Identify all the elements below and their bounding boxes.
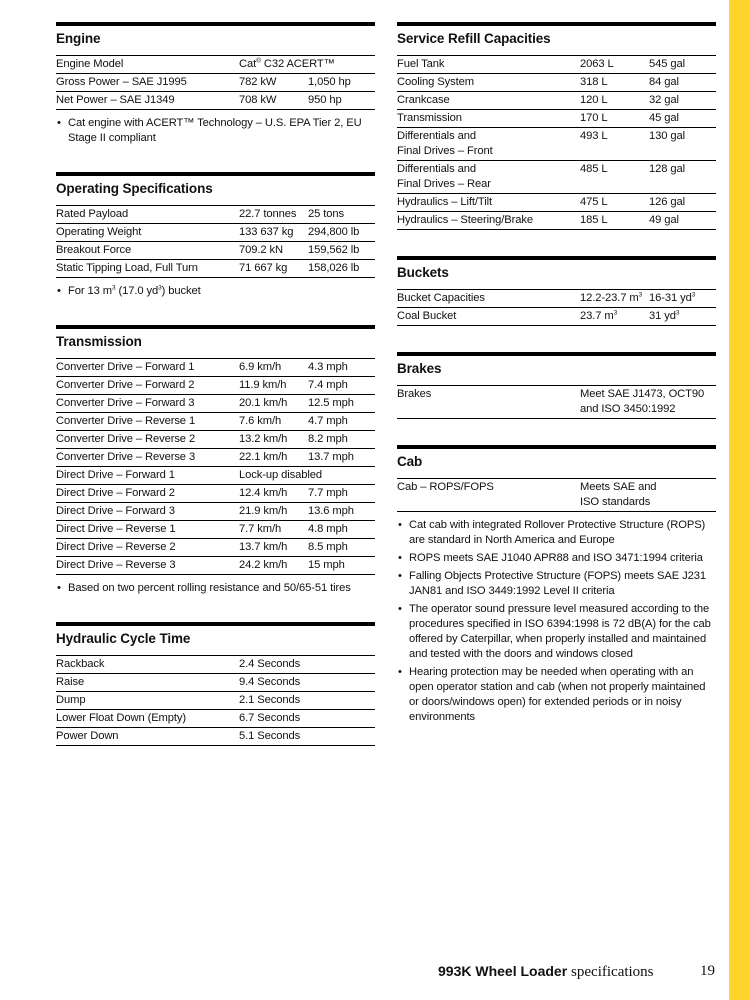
spec-label: [397, 129, 580, 159]
spec-value-imperial: 13.6 mph: [308, 505, 354, 517]
value-text: 23.7 m: [580, 310, 614, 322]
table-row: [56, 557, 375, 575]
bullet-icon: •: [398, 570, 402, 582]
table-row: [56, 395, 375, 413]
buckets-section: [397, 256, 716, 326]
section-rule: [397, 445, 716, 449]
list-item: [56, 116, 375, 146]
section-rule: [56, 325, 375, 329]
spec-value-metric: 708 kW: [239, 94, 277, 106]
spec-value-imperial: 45 gal: [649, 112, 679, 124]
table-row: [397, 161, 716, 194]
table-row: [56, 74, 375, 92]
label-line: Final Drives – Rear: [397, 178, 491, 190]
table-row: [56, 359, 375, 377]
spec-value-imperial: 13.7 mph: [308, 451, 354, 463]
section-rule: [397, 256, 716, 260]
section-title: Brakes: [397, 361, 442, 376]
table-row: [56, 521, 375, 539]
buckets-table: [397, 289, 716, 326]
value-text: C32 ACERT™: [260, 58, 335, 70]
table-row: [397, 74, 716, 92]
transmission-notes: [56, 581, 375, 596]
spec-value-imperial: 49 gal: [649, 214, 679, 226]
spec-value-imperial: 25 tons: [308, 208, 344, 220]
label-line: Differentials and: [397, 130, 476, 142]
spec-value-metric: [580, 291, 649, 306]
spec-value: [580, 480, 716, 510]
footer-title: [438, 963, 654, 981]
spec-label: Transmission: [397, 112, 462, 124]
spec-label: Fuel Tank: [397, 58, 445, 70]
superscript: 3: [638, 291, 643, 299]
value-text: 31 yd: [649, 310, 676, 322]
spec-value-metric: 2.1 Seconds: [239, 694, 301, 706]
table-row: [397, 479, 716, 512]
value-text: 12.2-23.7 m: [580, 292, 639, 304]
superscript: 3: [111, 284, 116, 292]
note-text: (17.0 yd: [115, 285, 159, 297]
spec-label: Gross Power – SAE J1995: [56, 76, 187, 88]
table-row: [56, 539, 375, 557]
operating-notes: [56, 284, 375, 299]
spec-value-imperial: 1,050 hp: [308, 76, 351, 88]
spec-value-metric: 9.4 Seconds: [239, 676, 301, 688]
spec-value-metric: 493 L: [580, 130, 608, 142]
table-row: [397, 290, 716, 308]
brakes-table: [397, 385, 716, 419]
spec-label: Lower Float Down (Empty): [56, 712, 187, 724]
spec-label: Converter Drive – Forward 2: [56, 379, 195, 391]
spec-value-metric: 120 L: [580, 94, 608, 106]
table-row: [397, 194, 716, 212]
table-row: [56, 431, 375, 449]
spec-label: Hydraulics – Steering/Brake: [397, 214, 533, 226]
spec-value: [239, 57, 375, 72]
spec-value-imperial: 7.7 mph: [308, 487, 348, 499]
spec-value-metric: 13.2 km/h: [239, 433, 288, 445]
hydraulic-table: [56, 655, 375, 746]
table-row: [56, 467, 375, 485]
spec-value-imperial: 32 gal: [649, 94, 679, 106]
section-title: Service Refill Capacities: [397, 31, 551, 46]
transmission-section: [56, 325, 375, 596]
table-row: [56, 710, 375, 728]
footer-word: specifications: [571, 964, 654, 980]
spec-value-metric: 6.7 Seconds: [239, 712, 301, 724]
spec-label: Converter Drive – Forward 3: [56, 397, 195, 409]
table-row: [56, 674, 375, 692]
spec-value-imperial: 12.5 mph: [308, 397, 354, 409]
section-title: Buckets: [397, 265, 449, 280]
label-line: Final Drives – Front: [397, 145, 493, 157]
service-section: [397, 22, 716, 230]
note-text: Cat cab with integrated Rollover Protective Structure (ROPS) are standard in North America and Europe: [409, 519, 706, 546]
table-row: [397, 56, 716, 74]
spec-value-metric: 21.9 km/h: [239, 505, 288, 517]
spec-value-imperial: 84 gal: [649, 76, 679, 88]
list-item: [397, 569, 716, 599]
page-number: 19: [700, 963, 715, 979]
spec-value-metric: 2063 L: [580, 58, 614, 70]
list-item: [56, 284, 375, 299]
brakes-section: [397, 352, 716, 419]
spec-label: Direct Drive – Forward 2: [56, 487, 175, 499]
table-row: [56, 503, 375, 521]
spec-value-imperial: 950 hp: [308, 94, 342, 106]
spec-label: Converter Drive – Reverse 2: [56, 433, 196, 445]
spec-value-metric: 7.6 km/h: [239, 415, 282, 427]
spec-value-metric: 12.4 km/h: [239, 487, 288, 499]
section-rule: [397, 352, 716, 356]
spec-value-imperial: 126 gal: [649, 196, 686, 208]
table-row: [56, 56, 375, 74]
spec-value-imperial: 4.3 mph: [308, 361, 348, 373]
superscript: 3: [613, 309, 618, 317]
table-row: [56, 692, 375, 710]
table-row: [56, 377, 375, 395]
section-title: Operating Specifications: [56, 181, 213, 196]
spec-value-imperial: 130 gal: [649, 130, 686, 142]
table-row: [397, 386, 716, 419]
spec-label: Rackback: [56, 658, 105, 670]
bullet-icon: •: [398, 603, 402, 615]
spec-label: Breakout Force: [56, 244, 132, 256]
spec-label: Bucket Capacities: [397, 292, 485, 304]
spec-value: [580, 387, 716, 417]
table-row: [397, 308, 716, 326]
spec-value-metric: 5.1 Seconds: [239, 730, 301, 742]
spec-label: Brakes: [397, 388, 432, 400]
superscript: ®: [256, 57, 261, 65]
spec-value-imperial: 158,026 lb: [308, 262, 360, 274]
table-row: [56, 260, 375, 278]
section-title: Cab: [397, 454, 423, 469]
spec-value-metric: Lock-up disabled: [239, 469, 322, 481]
engine-notes: [56, 116, 375, 146]
value-text: Meet SAE J1473, OCT90: [580, 388, 705, 400]
spec-value-imperial: 4.7 mph: [308, 415, 348, 427]
spec-value-imperial: [649, 291, 716, 306]
right-column: [397, 22, 716, 751]
spec-label: Cab – ROPS/FOPS: [397, 481, 494, 493]
note-text: ) bucket: [161, 285, 201, 297]
spec-value-imperial: 7.4 mph: [308, 379, 348, 391]
spec-label: Dump: [56, 694, 86, 706]
section-title: Hydraulic Cycle Time: [56, 631, 191, 646]
spec-label: Rated Payload: [56, 208, 129, 220]
bullet-icon: •: [57, 117, 61, 129]
transmission-table: [56, 358, 375, 575]
spec-value-metric: 185 L: [580, 214, 608, 226]
spec-value-metric: 133 637 kg: [239, 226, 294, 238]
spec-value-metric: 782 kW: [239, 76, 277, 88]
spec-value-metric: 71 667 kg: [239, 262, 288, 274]
note-text: Falling Objects Protective Structure (FOPS) meets SAE J231 JAN81 and ISO 3449:1992 Level II criteria: [409, 570, 706, 597]
spec-label: Crankcase: [397, 94, 450, 106]
bullet-icon: •: [57, 582, 61, 594]
spec-label: Converter Drive – Reverse 3: [56, 451, 196, 463]
spec-value-metric: 6.9 km/h: [239, 361, 282, 373]
spec-label: Converter Drive – Forward 1: [56, 361, 195, 373]
spec-label: [397, 162, 580, 192]
spec-value-metric: 485 L: [580, 163, 608, 175]
section-rule: [56, 22, 375, 26]
spec-label: Direct Drive – Forward 3: [56, 505, 175, 517]
spec-value-imperial: 8.5 mph: [308, 541, 348, 553]
table-row: [56, 224, 375, 242]
spec-label: Raise: [56, 676, 85, 688]
note-text: ROPS meets SAE J1040 APR88 and ISO 3471:1994 criteria: [409, 552, 703, 564]
spec-label: Direct Drive – Reverse 1: [56, 523, 176, 535]
accent-stripe: [729, 0, 750, 1000]
note-text: For 13 m: [68, 285, 112, 297]
left-column: [56, 22, 375, 772]
spec-label: Static Tipping Load, Full Turn: [56, 262, 198, 274]
cab-notes: [397, 518, 716, 725]
spec-value-metric: 709.2 kN: [239, 244, 283, 256]
spec-label: Cooling System: [397, 76, 474, 88]
spec-label: Converter Drive – Reverse 1: [56, 415, 196, 427]
table-row: [56, 728, 375, 746]
spec-value-metric: 11.9 km/h: [239, 379, 287, 391]
spec-value-metric: 22.7 tonnes: [239, 208, 297, 220]
spec-value-metric: 475 L: [580, 196, 608, 208]
cab-section: [397, 445, 716, 725]
table-row: [56, 656, 375, 674]
spec-label: Hydraulics – Lift/Tilt: [397, 196, 492, 208]
spec-value-metric: 24.2 km/h: [239, 559, 288, 571]
spec-value-metric: 13.7 km/h: [239, 541, 288, 553]
bullet-icon: •: [57, 285, 61, 297]
list-item: [56, 581, 375, 596]
note-text: Based on two percent rolling resistance and 50/65-51 tires: [68, 582, 351, 594]
value-text: and ISO 3450:1992: [580, 403, 676, 415]
spec-label: Direct Drive – Forward 1: [56, 469, 175, 481]
spec-value-metric: [580, 309, 649, 324]
spec-label: Direct Drive – Reverse 3: [56, 559, 176, 571]
footer-model: 993K Wheel Loader: [438, 963, 568, 979]
table-row: [56, 92, 375, 110]
superscript: 3: [158, 284, 162, 292]
spec-value-imperial: 128 gal: [649, 163, 686, 175]
table-row: [56, 242, 375, 260]
table-row: [397, 92, 716, 110]
operating-section: [56, 172, 375, 299]
spec-value-imperial: 159,562 lb: [308, 244, 360, 256]
spec-value-imperial: 294,800 lb: [308, 226, 360, 238]
spec-value-imperial: 4.8 mph: [308, 523, 348, 535]
spec-value-metric: 7.7 km/h: [239, 523, 282, 535]
section-rule: [56, 622, 375, 626]
table-row: [56, 485, 375, 503]
spec-value-metric: 2.4 Seconds: [239, 658, 301, 670]
note-text: The operator sound pressure level measured according to the procedures specified in ISO 6394:1998 is 72 dB(A) for the cab offered by Caterpillar, when properly installed and maintained and tested with the doors and windows closed: [409, 603, 711, 660]
spec-value-imperial: 545 gal: [649, 58, 686, 70]
spec-label: Direct Drive – Reverse 2: [56, 541, 176, 553]
note-text: Hearing protection may be needed when operating with an open operator station and cab (when not properly maintained or doors/windows open) for extended periods or in noisy environments: [409, 666, 706, 723]
list-item: [397, 551, 716, 566]
section-title: Engine: [56, 31, 101, 46]
spec-label: Power Down: [56, 730, 119, 742]
table-row: [397, 128, 716, 161]
spec-value-metric: 318 L: [580, 76, 608, 88]
table-row: [397, 212, 716, 230]
bullet-icon: •: [398, 552, 402, 564]
section-rule: [397, 22, 716, 26]
list-item: [397, 665, 716, 725]
value-text: ISO standards: [580, 496, 651, 508]
bullet-icon: •: [398, 666, 402, 678]
service-table: [397, 55, 716, 230]
engine-table: [56, 55, 375, 110]
table-row: [56, 206, 375, 224]
spec-value-metric: 170 L: [580, 112, 608, 124]
value-text: Cat: [239, 58, 257, 70]
list-item: [397, 602, 716, 662]
value-text: Meets SAE and: [580, 481, 657, 493]
operating-table: [56, 205, 375, 278]
note-text: Cat engine with ACERT™ Technology – U.S. EPA Tier 2, EU Stage II compliant: [68, 117, 362, 144]
superscript: 3: [675, 309, 680, 317]
section-rule: [56, 172, 375, 176]
label-line: Differentials and: [397, 163, 476, 175]
spec-label: Coal Bucket: [397, 310, 457, 322]
spec-value-imperial: [649, 309, 716, 324]
table-row: [56, 449, 375, 467]
spec-value-imperial: 8.2 mph: [308, 433, 348, 445]
engine-section: [56, 22, 375, 146]
hydraulic-section: [56, 622, 375, 746]
list-item: [397, 518, 716, 548]
spec-value-metric: 20.1 km/h: [239, 397, 288, 409]
spec-value-imperial: 15 mph: [308, 559, 345, 571]
value-text: 16-31 yd: [649, 292, 692, 304]
table-row: [397, 110, 716, 128]
section-title: Transmission: [56, 334, 142, 349]
spec-label: Operating Weight: [56, 226, 142, 238]
spec-value-metric: 22.1 km/h: [239, 451, 288, 463]
bullet-icon: •: [398, 519, 402, 531]
spec-label: Engine Model: [56, 58, 124, 70]
superscript: 3: [691, 291, 696, 299]
table-row: [56, 413, 375, 431]
cab-table: [397, 478, 716, 512]
spec-label: Net Power – SAE J1349: [56, 94, 175, 106]
